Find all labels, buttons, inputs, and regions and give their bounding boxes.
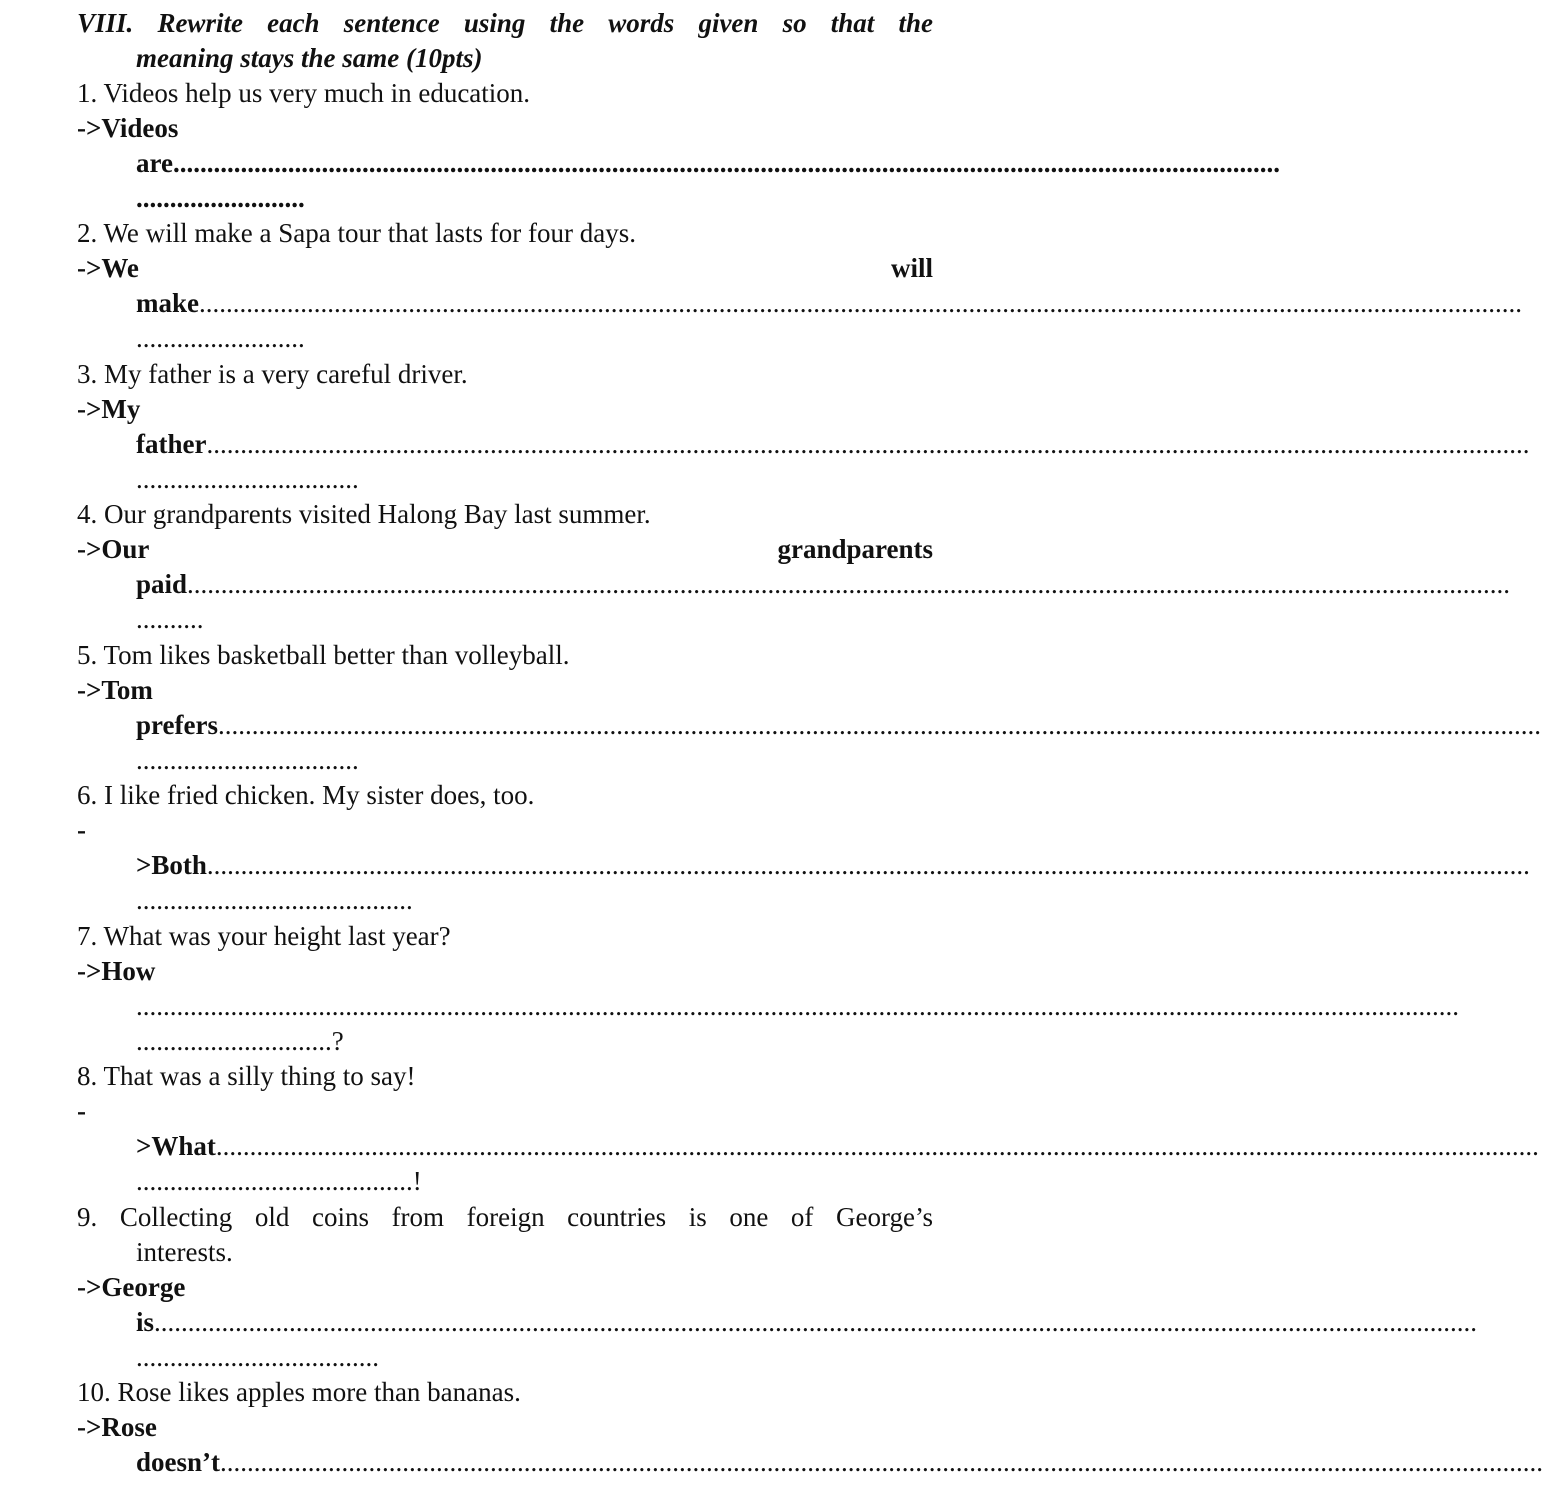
sentence-word: old — [254, 1202, 290, 1232]
item-6-prompt-cont: >Both — [136, 850, 207, 880]
heading-word: VIII. — [77, 8, 134, 38]
item-10-sentence: 10. Rose likes apples more than bananas. — [77, 1377, 521, 1407]
item-6-sentence: 6. I like fried chicken. My sister does, too. — [77, 780, 535, 810]
sentence-word: foreign — [466, 1202, 545, 1232]
item-7-answer-tail[interactable]: .............................? — [136, 1026, 344, 1056]
item-9-sentence-cont: interests. — [136, 1237, 233, 1267]
item-10-prompt-start: ->Rose — [77, 1412, 157, 1442]
item-7-sentence: 7. What was your height last year? — [77, 921, 451, 951]
item-2-answer-tail[interactable]: ......................... — [136, 323, 305, 353]
answer-dots: .................................................................................................................................................................................................... — [220, 1447, 1543, 1477]
item-6-prompt-start: - — [77, 815, 86, 845]
answer-dots: .................................................................................................................................................................................................... — [206, 429, 1530, 459]
item-2-prompt-start: ->We — [77, 253, 139, 283]
item-5-prompt-cont: prefers — [136, 710, 218, 740]
item-4-prompt-end: grandparents — [777, 534, 933, 564]
item-4-prompt-cont: paid — [136, 569, 188, 599]
heading-word: the — [549, 8, 585, 38]
item-9-answer-tail[interactable]: .................................... — [136, 1342, 379, 1372]
heading-word: that — [830, 8, 875, 38]
item-5-answer-tail[interactable]: ................................. — [136, 745, 359, 775]
item-8-sentence: 8. That was a silly thing to say! — [77, 1061, 416, 1091]
item-9-sentence — [77, 1200, 933, 1235]
answer-dots: .................................................................................................................................................................................................... — [136, 991, 1459, 1021]
section-heading — [77, 6, 933, 41]
heading-word: each — [267, 8, 320, 38]
item-2-prompt-line — [77, 251, 933, 286]
item-10-answer-line[interactable] — [136, 1445, 1543, 1480]
answer-dots: .................................................................................................................................................................................................... — [217, 710, 1541, 740]
item-8-answer-line[interactable] — [136, 1129, 1539, 1164]
sentence-word: 9. — [77, 1202, 98, 1232]
heading-word: so — [782, 8, 807, 38]
item-8-prompt-cont: >What — [136, 1131, 216, 1161]
item-3-answer-line[interactable] — [136, 427, 1530, 462]
item-10-prompt-cont: doesn’t — [136, 1447, 221, 1477]
item-4-answer-line[interactable] — [136, 567, 1511, 602]
heading-word: using — [463, 8, 526, 38]
item-9-answer-line[interactable] — [136, 1305, 1478, 1340]
item-8-answer-tail[interactable]: .........................................! — [136, 1166, 422, 1196]
item-1-answer-line[interactable] — [136, 146, 1280, 181]
item-2-prompt-cont: make — [136, 288, 199, 318]
item-9-prompt-start: ->George — [77, 1272, 186, 1302]
item-2-sentence: 2. We will make a Sapa tour that lasts for four days. — [77, 218, 636, 248]
item-1-prompt-start: ->Videos — [77, 113, 179, 143]
heading-word: the — [898, 8, 933, 38]
item-4-prompt-start: ->Our — [77, 534, 150, 564]
item-4-answer-tail[interactable]: .......... — [136, 604, 204, 634]
item-3-sentence: 3. My father is a very careful driver. — [77, 359, 468, 389]
heading-word: sentence — [343, 8, 440, 38]
item-3-prompt-cont: father — [136, 429, 207, 459]
item-1-sentence: 1. Videos help us very much in education. — [77, 78, 531, 108]
answer-dots: .................................................................................................................................................................................................... — [199, 288, 1522, 318]
answer-dots: .................................................................................................................................................................................................... — [187, 569, 1511, 599]
item-7-prompt-start: ->How — [77, 956, 156, 986]
section-heading-cont: meaning stays the same (10pts) — [136, 43, 483, 73]
item-3-answer-tail[interactable]: ................................. — [136, 464, 359, 494]
item-2-prompt-end: will — [890, 253, 933, 283]
sentence-word: one — [729, 1202, 769, 1232]
item-4-prompt-line — [77, 532, 933, 567]
item-5-prompt-start: ->Tom — [77, 675, 153, 705]
item-8-prompt-start: - — [77, 1096, 86, 1126]
sentence-word: of — [790, 1202, 814, 1232]
item-4-sentence: 4. Our grandparents visited Halong Bay last summer. — [77, 499, 651, 529]
sentence-word: from — [391, 1202, 445, 1232]
sentence-word: Collecting — [119, 1202, 233, 1232]
answer-dots: .................................................................................................................................................................................................... — [154, 1307, 1478, 1337]
item-1-prompt-cont: are — [136, 148, 173, 178]
item-1-answer-tail[interactable]: ......................... — [136, 183, 305, 213]
answer-dots: .................................................................................................................................................................................................... — [215, 1131, 1539, 1161]
item-5-answer-line[interactable] — [136, 708, 1541, 743]
item-6-answer-tail[interactable]: ......................................... — [136, 885, 413, 915]
sentence-word: is — [688, 1202, 707, 1232]
item-7-answer-line[interactable] — [136, 989, 1459, 1024]
item-9-prompt-cont: is — [136, 1307, 155, 1337]
sentence-word: coins — [311, 1202, 369, 1232]
heading-word: Rewrite — [157, 8, 243, 38]
answer-dots: .................................................................................................................................................................... — [172, 148, 1280, 178]
item-5-sentence: 5. Tom likes basketball better than volleyball. — [77, 640, 570, 670]
item-2-answer-line[interactable] — [136, 286, 1522, 321]
sentence-word: countries — [567, 1202, 667, 1232]
sentence-word: George’s — [835, 1202, 933, 1232]
answer-dots: .................................................................................................................................................................................................... — [206, 850, 1530, 880]
item-6-answer-line[interactable] — [136, 848, 1530, 883]
heading-word: given — [698, 8, 759, 38]
item-3-prompt-start: ->My — [77, 394, 141, 424]
heading-word: words — [608, 8, 675, 38]
